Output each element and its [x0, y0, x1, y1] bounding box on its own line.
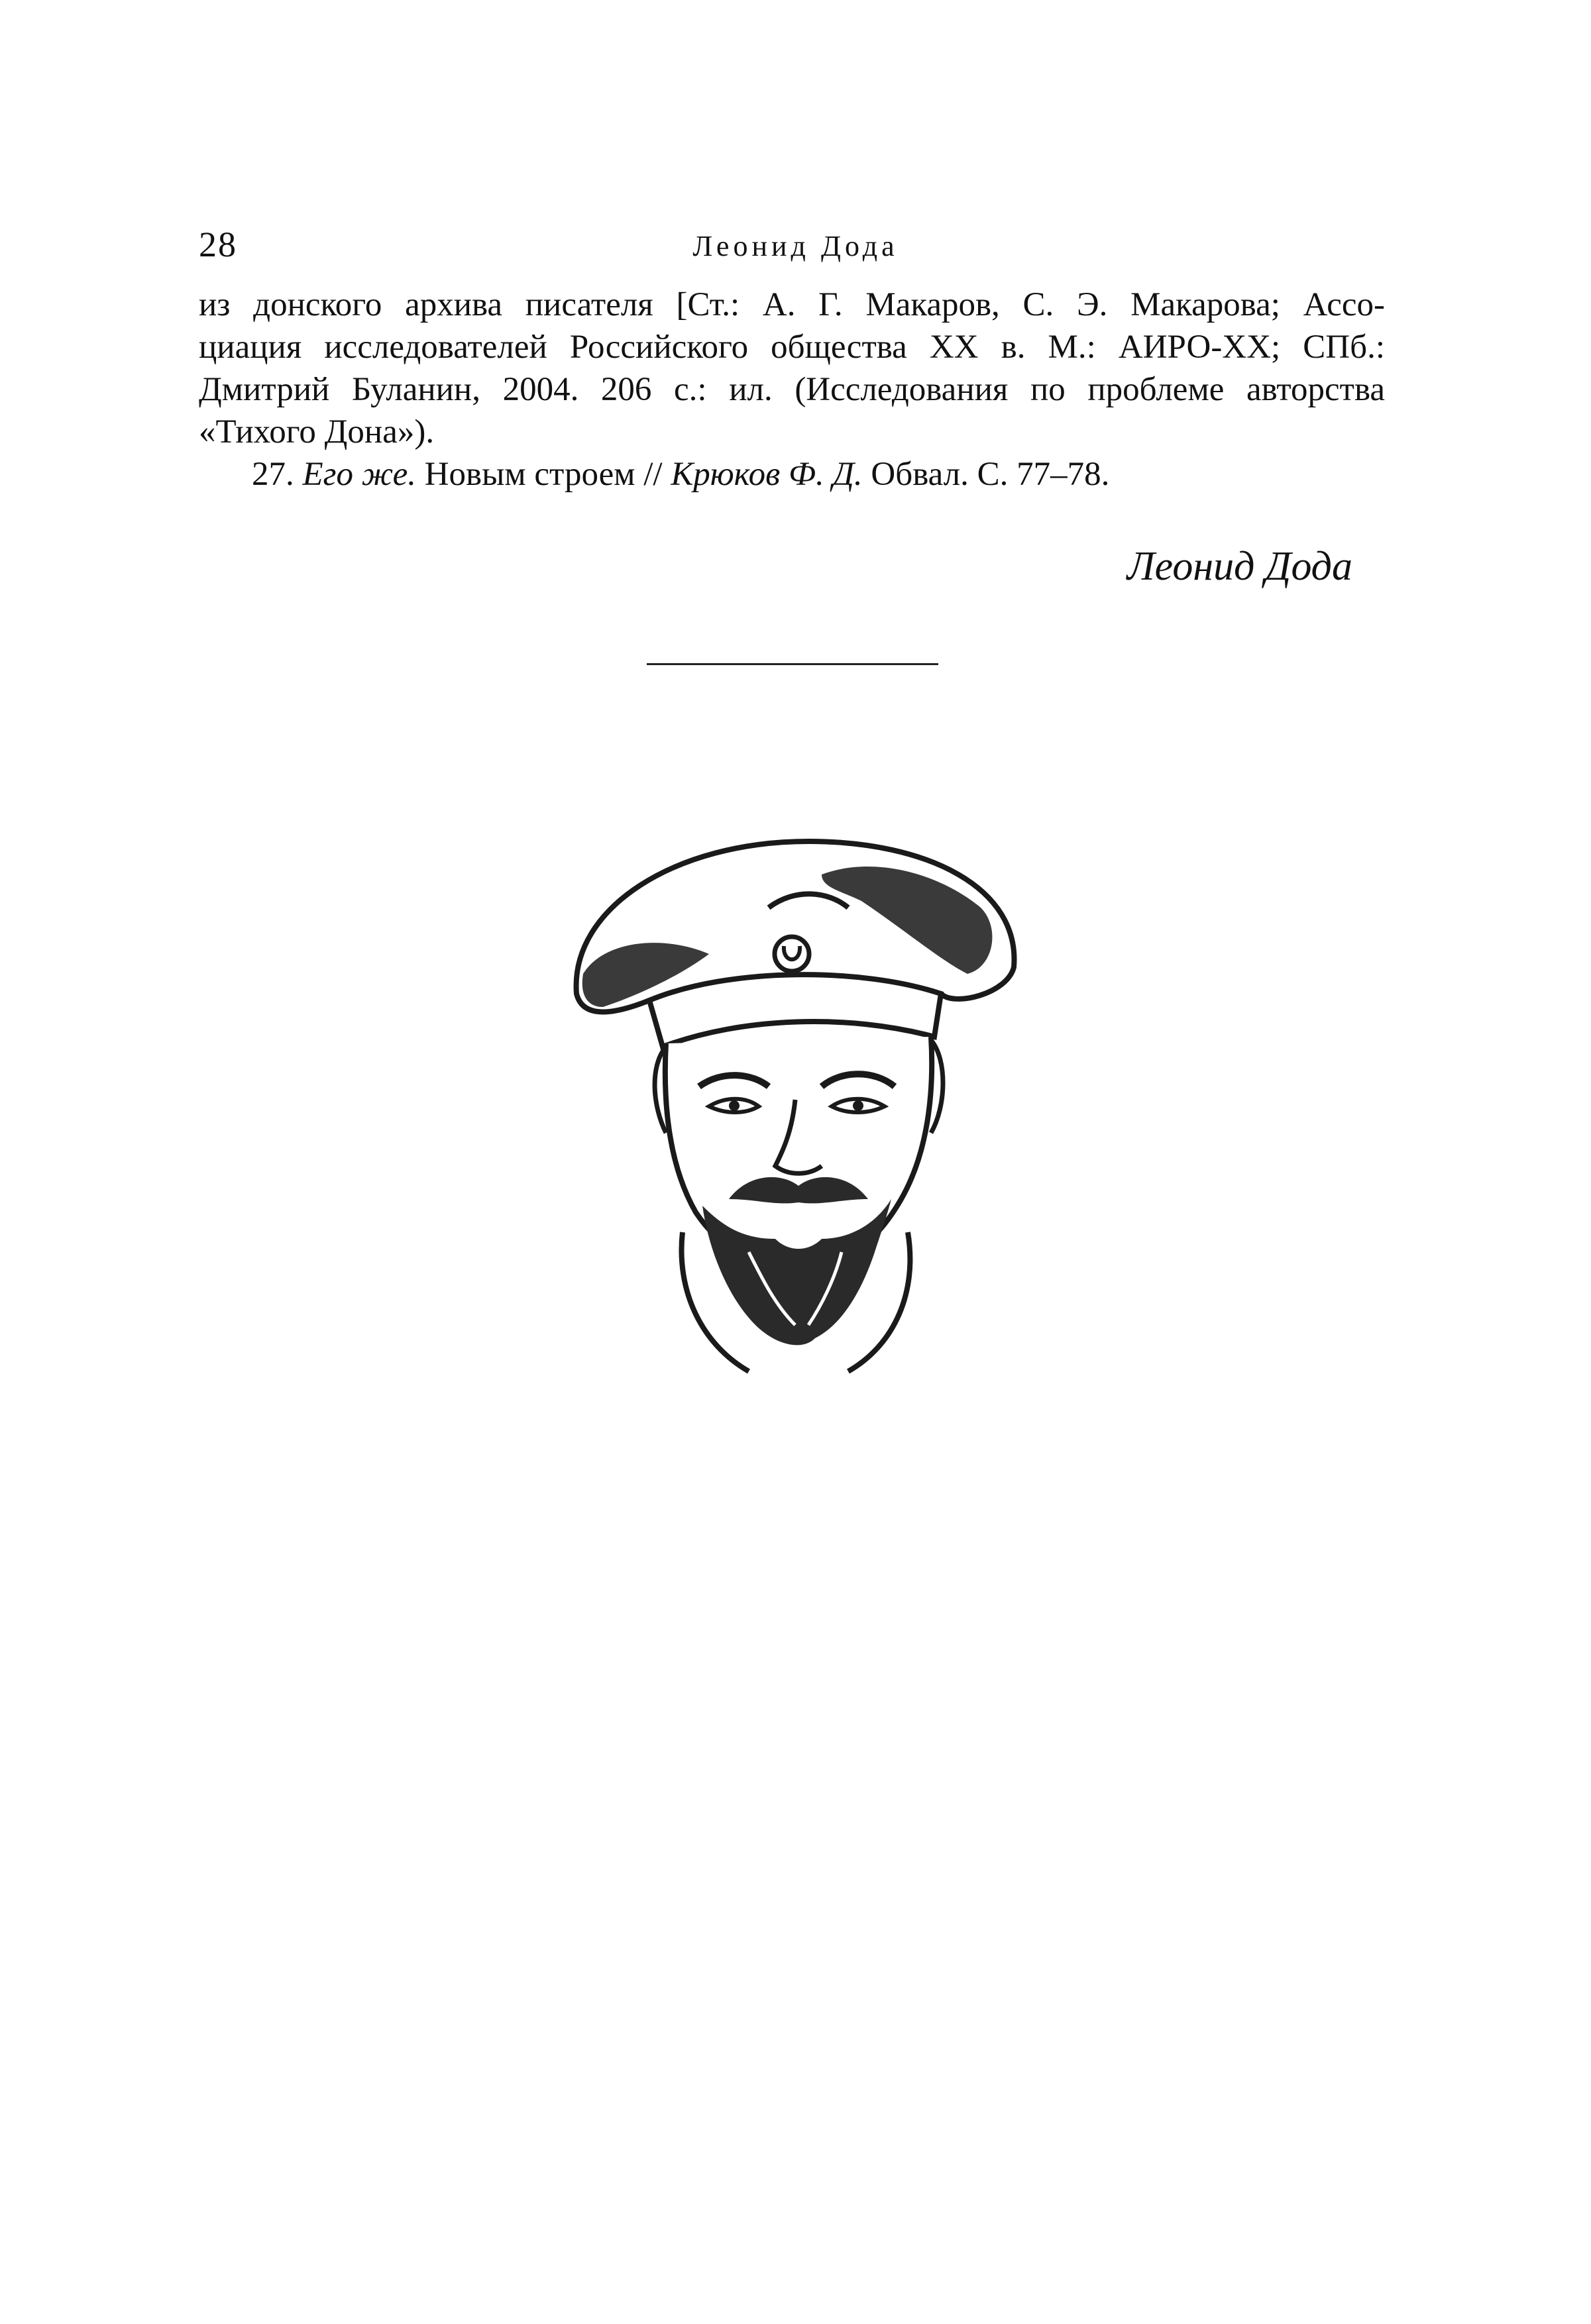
- reference-number: 27.: [252, 456, 294, 493]
- running-title: Леонид Дода: [692, 230, 899, 262]
- reference-source: Обвал. С. 77–78.: [871, 456, 1110, 493]
- cockade-icon: [775, 937, 809, 971]
- page-number: 28: [199, 225, 237, 264]
- cap-band: [649, 975, 941, 1047]
- reference-line: «Тихого Дона»).: [199, 413, 435, 450]
- reference-entry-27: [199, 453, 1385, 496]
- reference-line: циация исследователей Российского общества XX в. М.: АИРО-XX; СПб.:: [199, 329, 1385, 366]
- reference-line: из донского архива писателя [Ст.: А. Г. Макаров, С. Э. Макарова; Ассо-: [199, 286, 1385, 323]
- face: [665, 1037, 932, 1269]
- reference-author: Его же.: [302, 456, 416, 493]
- author-signature: Леонид Дода: [1126, 544, 1352, 589]
- references-block: [199, 284, 1385, 496]
- reference-title: Новым строем //: [424, 456, 663, 493]
- reference-source-author: Крюков Ф. Д.: [671, 456, 863, 493]
- reference-line: Дмитрий Буланин, 2004. 206 с.: ил. (Исследования по проблеме авторства: [199, 371, 1385, 408]
- cossack-portrait-icon: [530, 775, 1060, 1411]
- divider: [647, 663, 938, 665]
